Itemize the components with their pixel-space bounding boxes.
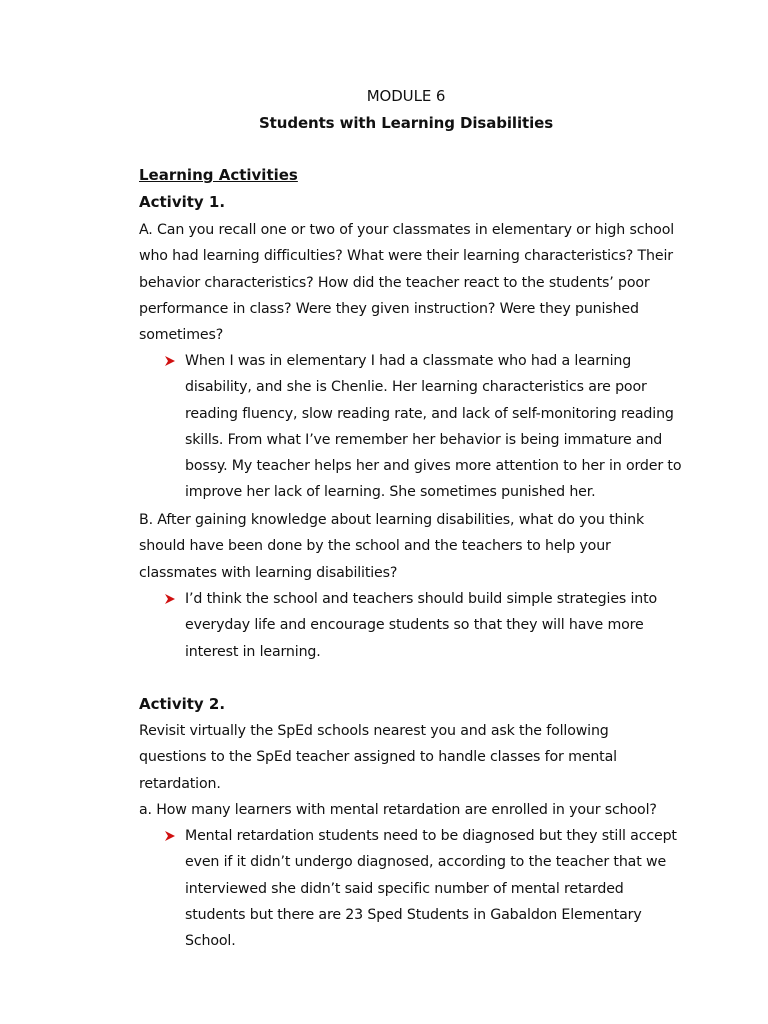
activity-1-question-a: A. Can you recall one or two of your classmates in elementary or high school who had learning difficulties? What were their learning characteristics? Their behavior characteristics? How did the teacher react to the students’ poor performance in class? Were they given instruction? Were they punished sometimes? <box>139 222 675 344</box>
module-subtitle: Students with Learning Disabilities <box>258 114 554 132</box>
activity-2-question-a: a. How many learners with mental retardation are enrolled in your school? <box>139 802 657 818</box>
arrowhead-bullet-icon <box>164 355 176 367</box>
activity-1-answer-b <box>164 586 684 665</box>
answer-text: When I was in elementary I had a classmate who had a learning disability, and she is Chenlie. Her learning characteristics are poor reading fluency, slow reading rate, and lack of self-monitoring reading skills. From what I’ve remember her behavior is being immature and bossy. My teacher helps her and gives more attention to her in order to improve her lack of learning. She sometimes punished her. <box>185 353 682 501</box>
activity-1-heading: Activity 1. <box>139 193 226 211</box>
activity-2-heading: Activity 2. <box>139 695 226 713</box>
arrowhead-bullet-icon <box>164 593 176 605</box>
section-heading: Learning Activities <box>139 166 298 184</box>
answer-text: Mental retardation students need to be diagnosed but they still accept even if it didn’t undergo diagnosed, according to the teacher that we interviewed she didn’t said specific number of mental retarded students but there are 23 Sped Students in Gabaldon Elementary School. <box>185 828 677 950</box>
module-title: MODULE 6 <box>366 87 446 105</box>
arrowhead-bullet-icon <box>164 830 176 842</box>
activity-2-answer-a <box>164 823 684 954</box>
activity-1-answer-a <box>164 348 684 506</box>
answer-text: I’d think the school and teachers should build simple strategies into everyday life and encourage students so that they will have more interest in learning. <box>185 591 658 660</box>
activity-1-question-b: B. After gaining knowledge about learning disabilities, what do you think should have been done by the school and the teachers to help your classmates with learning disabilities? <box>139 512 645 581</box>
activity-2-intro: Revisit virtually the SpEd schools nearest you and ask the following questions to the SpEd teacher assigned to handle classes for mental retardation. <box>139 723 617 792</box>
